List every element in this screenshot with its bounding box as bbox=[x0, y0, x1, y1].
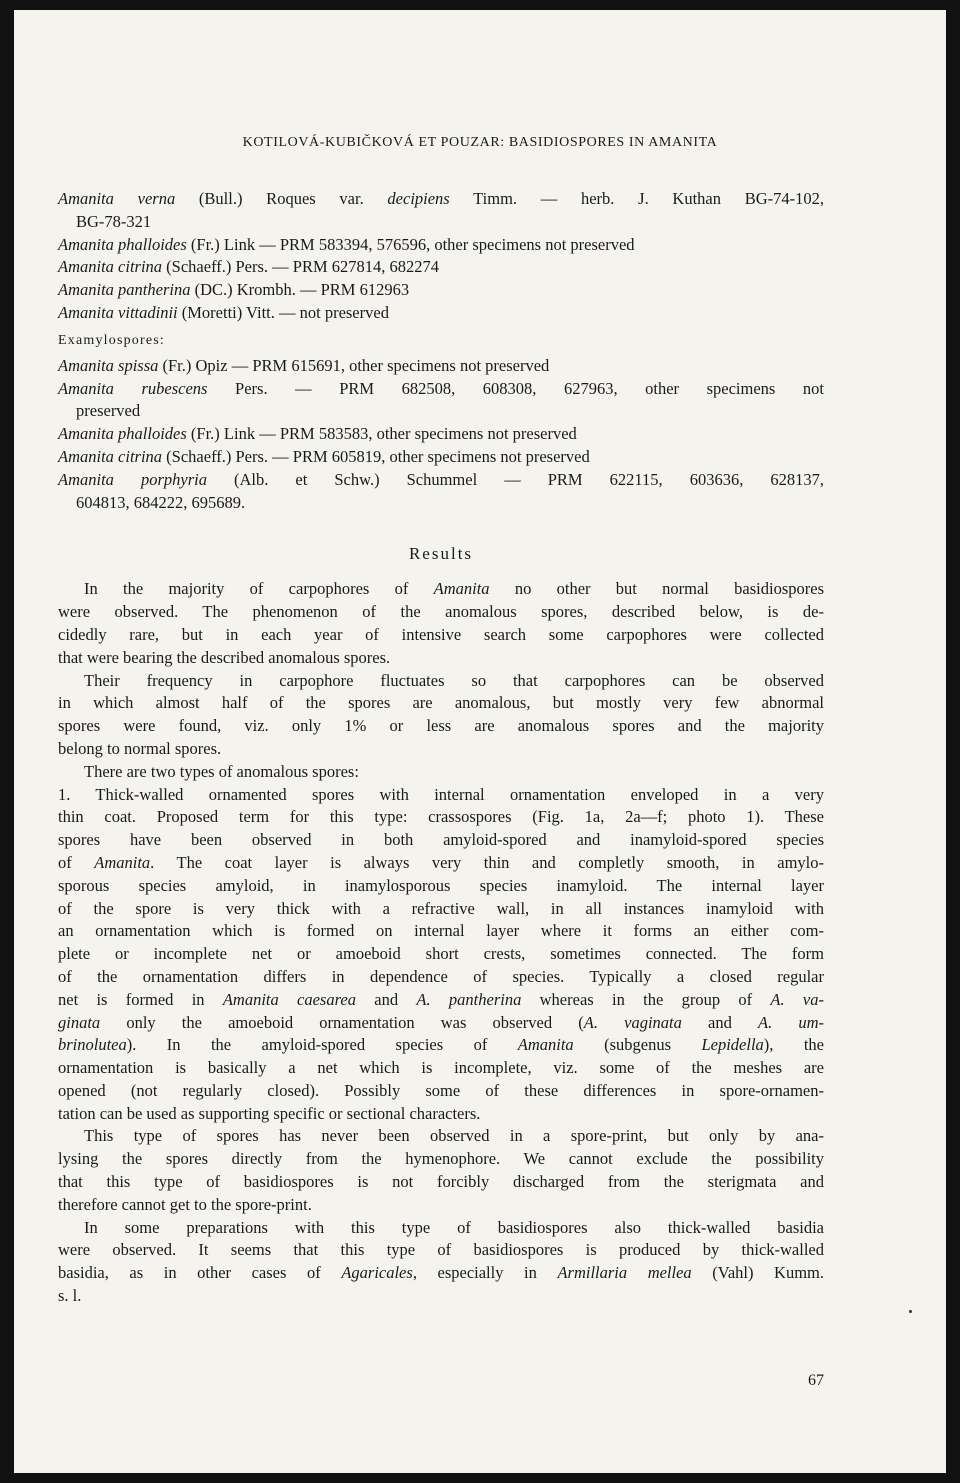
line-text: only the amoeboid ornamentation was observed ( bbox=[100, 1012, 584, 1032]
text-line bbox=[58, 1148, 824, 1171]
list-entry-continued: BG-78-321 bbox=[76, 211, 152, 231]
page bbox=[14, 10, 946, 1473]
list-entry bbox=[58, 188, 824, 211]
text-line bbox=[58, 1285, 824, 1308]
entry-text: Timm. — herb. J. Kuthan BG-74-102, bbox=[449, 189, 824, 208]
italic-text: Amanita bbox=[517, 1035, 574, 1055]
entry-text: (Fr.) Opiz — PRM 615691, other specimens not preserved bbox=[158, 355, 550, 375]
species-name: Amanita verna bbox=[58, 189, 176, 208]
running-head: KOTILOVÁ-KUBIČKOVÁ ET POUZAR: BASIDIOSPORES IN AMANITA bbox=[242, 135, 718, 150]
text-line bbox=[58, 898, 824, 921]
italic-text: Armillaria mellea bbox=[557, 1263, 692, 1283]
line-text: ). In the amyloid-spored species of bbox=[126, 1035, 518, 1055]
line-text: This type of spores has never been observed in a spore-print, but only by ana- bbox=[84, 1126, 824, 1146]
italic-text: Amanita caesarea bbox=[222, 989, 356, 1009]
line-text: In some preparations with this type of basidiospores also thick-walled basidia bbox=[84, 1217, 824, 1237]
paragraph bbox=[58, 578, 824, 669]
line-text: of bbox=[58, 852, 95, 872]
text-line bbox=[58, 852, 824, 875]
entry-text: (Alb. et Schw.) Schummel — PRM 622115, 603636, 628137, bbox=[206, 469, 824, 489]
line-text: opened (not regularly closed). Possibly some of these differences in spore-ornamen- bbox=[58, 1080, 824, 1100]
results-text bbox=[58, 578, 824, 1308]
section-heading-examylospores: Examylospores: bbox=[58, 332, 166, 348]
text-line bbox=[58, 943, 824, 966]
line-text: ), the bbox=[763, 1035, 824, 1055]
text-line bbox=[58, 966, 824, 989]
line-text: belong to normal spores. bbox=[58, 738, 222, 758]
italic-text: ginata bbox=[58, 1012, 101, 1032]
text-line bbox=[58, 647, 824, 670]
entry-text: Pers. — PRM 682508, 608308, 627963, other specimens not bbox=[207, 378, 824, 398]
line-text: therefore cannot get to the spore-print. bbox=[58, 1194, 312, 1214]
line-text: an ornamentation which is formed on internal layer where it forms an either com- bbox=[58, 921, 824, 941]
italic-text: Agaricales bbox=[341, 1263, 413, 1283]
line-text: of the spore is very thick with a refractive wall, in all instances inamyloid with bbox=[58, 898, 824, 918]
text-line bbox=[58, 601, 824, 624]
paragraph bbox=[58, 1217, 824, 1308]
line-text: and bbox=[356, 989, 417, 1009]
line-text: were observed. The phenomenon of the anomalous spores, described below, is de- bbox=[58, 602, 824, 622]
text-line bbox=[58, 1262, 824, 1285]
text-line bbox=[58, 989, 824, 1012]
page-number: 67 bbox=[808, 1372, 824, 1389]
line-text: In the majority of carpophores of bbox=[84, 579, 434, 599]
entry-text: (Fr.) Link — PRM 583394, 576596, other specimens not preserved bbox=[186, 234, 635, 254]
line-text: ornamentation is basically a net which is incomplete, viz. some of the meshes are bbox=[58, 1058, 824, 1078]
text-line bbox=[58, 806, 824, 829]
line-text: . The coat layer is always very thin and completly smooth, in amylo- bbox=[150, 852, 824, 872]
species-name: Amanita citrina bbox=[58, 257, 163, 277]
line-text: that were bearing the described anomalous spores. bbox=[58, 647, 391, 667]
line-text: lysing the spores directly from the hymenophore. We cannot exclude the possibility bbox=[58, 1149, 824, 1169]
line-text: (subgenus bbox=[573, 1035, 702, 1055]
text-line bbox=[58, 1012, 824, 1035]
list-entry-continued: preserved bbox=[76, 401, 141, 421]
line-text: were observed. It seems that this type of basidiospores is produced by thick-walled bbox=[58, 1240, 824, 1260]
line-text: spores were found, viz. only 1% or less are anomalous spores and the majority bbox=[58, 716, 824, 736]
line-text: thin coat. Proposed term for this type: crassospores (Fig. 1a, 2a—f; photo 1). These bbox=[58, 807, 824, 827]
list-entry bbox=[58, 302, 824, 325]
species-name: Amanita pantherina bbox=[58, 280, 191, 300]
entry-text: (DC.) Krombh. — PRM 612963 bbox=[190, 280, 410, 300]
species-name: Amanita vittadinii bbox=[58, 302, 178, 322]
specimen-list-1 bbox=[58, 188, 824, 325]
italic-text: brinolutea bbox=[58, 1035, 127, 1055]
text-line bbox=[58, 784, 824, 807]
line-text: , especially in bbox=[412, 1263, 558, 1283]
species-name: Amanita citrina bbox=[58, 446, 163, 466]
text-line bbox=[58, 1239, 824, 1262]
text-line bbox=[58, 1194, 824, 1217]
text-line bbox=[58, 670, 824, 693]
italic-text: A. vaginata bbox=[583, 1012, 682, 1032]
list-entry bbox=[58, 446, 824, 469]
line-text: plete or incomplete net or amoeboid short crests, sometimes connected. The form bbox=[58, 944, 824, 964]
text-line bbox=[58, 1057, 824, 1080]
line-text: of the ornamentation differs in dependence of species. Typically a closed regular bbox=[58, 966, 824, 986]
line-text: that this type of basidiospores is not forcibly discharged from the sterigmata and bbox=[58, 1172, 824, 1192]
text-line bbox=[58, 1103, 824, 1126]
line-text: net is formed in bbox=[58, 989, 223, 1009]
entry-text: (Fr.) Link — PRM 583583, other specimens not preserved bbox=[186, 424, 577, 444]
line-text: whereas in the group of bbox=[521, 989, 771, 1009]
entry-text: (Moretti) Vitt. — not preserved bbox=[177, 302, 389, 322]
section-heading-results: Results bbox=[408, 544, 474, 564]
list-entry bbox=[58, 256, 824, 279]
paragraph bbox=[58, 761, 824, 784]
list-entry bbox=[58, 234, 824, 257]
italic-text: Lepidella bbox=[701, 1035, 764, 1055]
entry-text: (Schaeff.) Pers. — PRM 605819, other specimens not preserved bbox=[162, 446, 590, 466]
text-line bbox=[58, 1034, 824, 1057]
text-line bbox=[58, 1080, 824, 1103]
species-name: Amanita porphyria bbox=[58, 469, 207, 489]
paragraph bbox=[58, 784, 824, 1126]
species-name: Amanita rubescens bbox=[58, 378, 208, 398]
text-line bbox=[58, 715, 824, 738]
line-text: and bbox=[681, 1012, 758, 1032]
species-name: Amanita phalloides bbox=[58, 234, 187, 254]
paragraph bbox=[58, 670, 824, 761]
list-entry bbox=[58, 279, 824, 302]
text-line bbox=[58, 578, 824, 601]
italic-text: A. um- bbox=[757, 1012, 824, 1032]
list-entry-continued: 604813, 684222, 695689. bbox=[76, 492, 246, 512]
line-text: tation can be used as supporting specific or sectional characters. bbox=[58, 1103, 481, 1123]
list-entry bbox=[58, 469, 824, 492]
line-text: in which almost half of the spores are anomalous, but mostly very few abnormal bbox=[58, 693, 824, 713]
specimen-list-2 bbox=[58, 355, 824, 515]
text-line bbox=[58, 875, 824, 898]
text-line bbox=[58, 1217, 824, 1240]
line-text: cidedly rare, but in each year of intensive search some carpophores were collected bbox=[58, 624, 824, 644]
text-line bbox=[58, 692, 824, 715]
line-text: Their frequency in carpophore fluctuates so that carpophores can be observed bbox=[84, 670, 824, 690]
list-entry bbox=[58, 355, 824, 378]
line-text: There are two types of anomalous spores: bbox=[84, 761, 359, 781]
list-entry bbox=[58, 378, 824, 401]
text-line bbox=[58, 761, 824, 784]
species-name: Amanita phalloides bbox=[58, 424, 187, 444]
italic-text: A. va- bbox=[770, 989, 824, 1009]
entry-text: (Bull.) Roques var. bbox=[175, 189, 388, 208]
stray-dot bbox=[909, 1310, 912, 1313]
text-line bbox=[58, 1125, 824, 1148]
species-name: Amanita spissa bbox=[58, 355, 159, 375]
italic-text: A. pantherina bbox=[416, 989, 522, 1009]
text-line bbox=[58, 829, 824, 852]
italic-text: Amanita bbox=[433, 579, 490, 599]
line-text: 1. Thick-walled ornamented spores with internal ornamentation enveloped in a very bbox=[58, 784, 824, 804]
text-line bbox=[58, 920, 824, 943]
italic-text: Amanita bbox=[94, 852, 151, 872]
line-text: no other but normal basidiospores bbox=[489, 579, 824, 599]
line-text: spores have been observed in both amyloid-spored and inamyloid-spored species bbox=[58, 830, 824, 850]
line-text: (Vahl) Kumm. bbox=[691, 1263, 825, 1283]
text-line bbox=[58, 624, 824, 647]
paragraph bbox=[58, 1125, 824, 1216]
line-text: basidia, as in other cases of bbox=[58, 1263, 342, 1283]
variety-name: decipiens bbox=[387, 189, 450, 208]
text-line bbox=[58, 738, 824, 761]
list-entry bbox=[58, 423, 824, 446]
line-text: s. l. bbox=[58, 1286, 82, 1306]
line-text: sporous species amyloid, in inamylosporous species inamyloid. The internal layer bbox=[58, 875, 824, 895]
article-body bbox=[58, 188, 824, 1308]
entry-text: (Schaeff.) Pers. — PRM 627814, 682274 bbox=[162, 257, 440, 277]
text-line bbox=[58, 1171, 824, 1194]
